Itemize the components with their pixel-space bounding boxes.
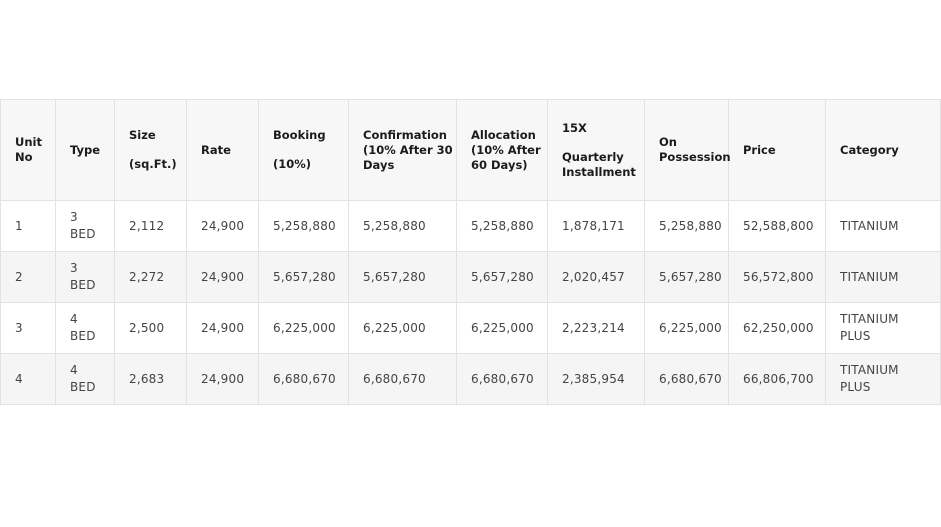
cell-booking: 6,680,670 [259,354,349,405]
header-allocation: Allocation (10% After 60 Days) [457,100,548,201]
cell-unit: 2 [1,252,56,303]
cell-unit: 1 [1,201,56,252]
cell-category: TITANIUM PLUS [826,354,941,405]
cell-type: 4 BED [56,303,115,354]
cell-booking: 6,225,000 [259,303,349,354]
table-row [1,354,941,405]
cell-category: TITANIUM [826,252,941,303]
cell-price: 56,572,800 [729,252,826,303]
header-rate: Rate [187,100,259,201]
cell-possession: 6,225,000 [645,303,729,354]
cell-allocation: 6,680,670 [457,354,548,405]
header-type: Type [56,100,115,201]
table-row [1,303,941,354]
header-price: Price [729,100,826,201]
cell-booking: 5,258,880 [259,201,349,252]
header-size: Size (sq.Ft.) [115,100,187,201]
header-category: Category [826,100,941,201]
cell-rate: 24,900 [187,354,259,405]
cell-category: TITANIUM PLUS [826,303,941,354]
table-row [1,201,941,252]
cell-unit: 3 [1,303,56,354]
cell-size: 2,683 [115,354,187,405]
cell-possession: 5,258,880 [645,201,729,252]
cell-price: 52,588,800 [729,201,826,252]
cell-type: 3 BED [56,201,115,252]
cell-allocation: 5,258,880 [457,201,548,252]
table-row [1,252,941,303]
header-unit-no: Unit No [1,100,56,201]
cell-possession: 5,657,280 [645,252,729,303]
cell-price: 66,806,700 [729,354,826,405]
cell-rate: 24,900 [187,201,259,252]
header-confirmation: Confirmation (10% After 30 Days [349,100,457,201]
cell-installment: 1,878,171 [548,201,645,252]
cell-price: 62,250,000 [729,303,826,354]
cell-booking: 5,657,280 [259,252,349,303]
cell-possession: 6,680,670 [645,354,729,405]
header-on-possession: On Possession [645,100,729,201]
cell-category: TITANIUM [826,201,941,252]
cell-unit: 4 [1,354,56,405]
cell-installment: 2,385,954 [548,354,645,405]
cell-size: 2,272 [115,252,187,303]
payment-plan-table-container [0,99,899,405]
header-booking: Booking (10%) [259,100,349,201]
cell-rate: 24,900 [187,303,259,354]
cell-type: 4 BED [56,354,115,405]
cell-allocation: 5,657,280 [457,252,548,303]
cell-confirmation: 5,657,280 [349,252,457,303]
cell-rate: 24,900 [187,252,259,303]
table-header-row [1,100,941,201]
cell-type: 3 BED [56,252,115,303]
payment-plan-table [0,99,941,405]
cell-confirmation: 6,680,670 [349,354,457,405]
cell-allocation: 6,225,000 [457,303,548,354]
cell-installment: 2,020,457 [548,252,645,303]
cell-installment: 2,223,214 [548,303,645,354]
header-quarterly-installment: 15X Quarterly Installment [548,100,645,201]
cell-size: 2,112 [115,201,187,252]
cell-size: 2,500 [115,303,187,354]
cell-confirmation: 6,225,000 [349,303,457,354]
cell-confirmation: 5,258,880 [349,201,457,252]
